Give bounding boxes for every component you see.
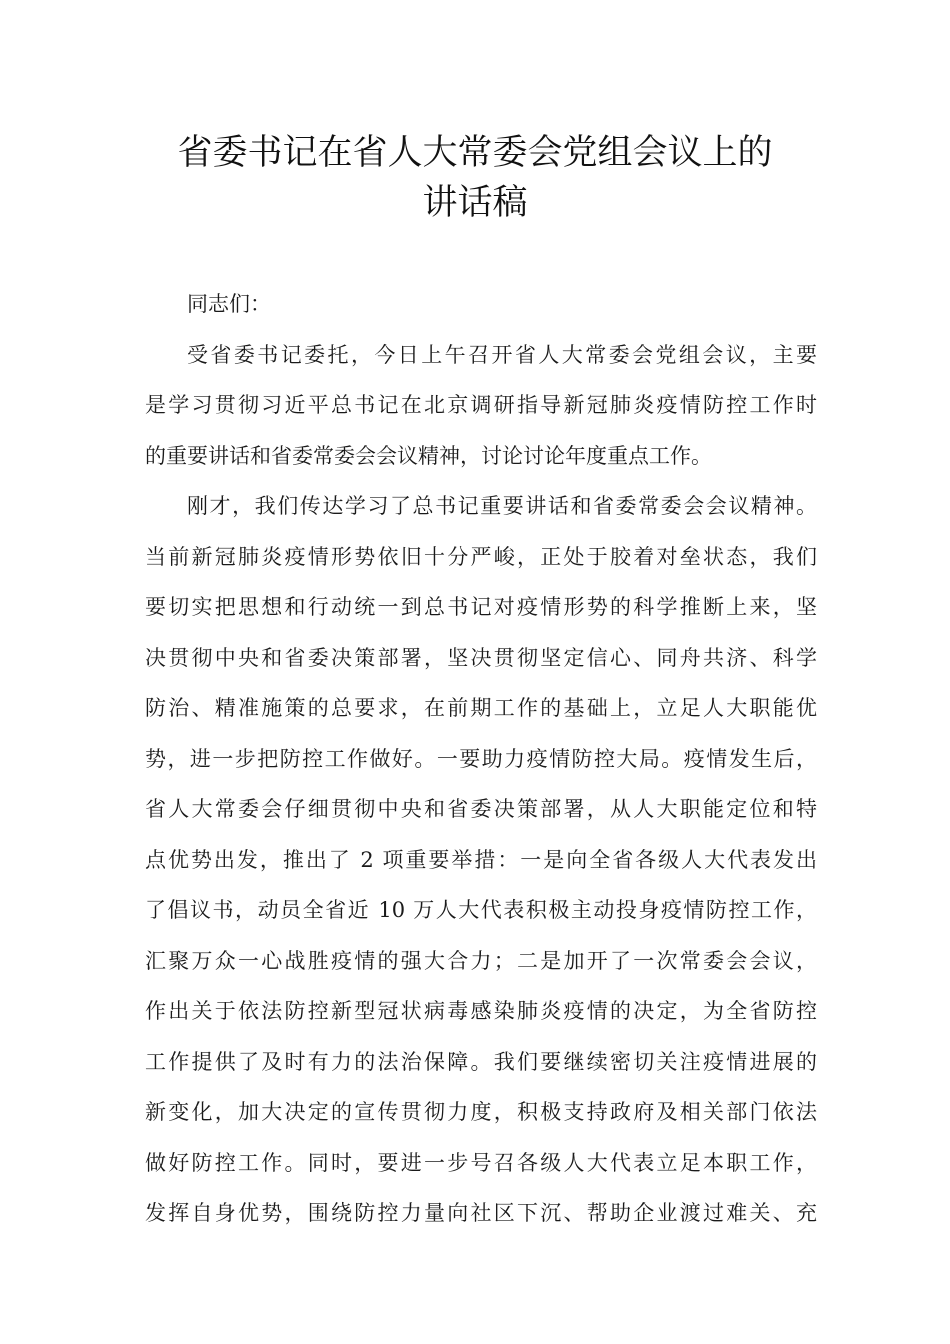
body-line: 受省委书记委托，今日上午召开省人大常委会党组会议，主要 (187, 342, 817, 367)
document-body (145, 279, 817, 1239)
document-title (0, 128, 950, 228)
body-line: 发挥自身优势，围绕防控力量向社区下沉、帮助企业渡过难关、充 (145, 1201, 817, 1225)
body-line: 点优势出发，推出了 2 项重要举措：一是向全省各级人大代表发出 (145, 847, 817, 872)
body-line: 势，进一步把防控工作做好。一要助力疫情防控大局。疫情发生后， (145, 746, 817, 771)
body-line: 要切实把思想和行动统一到总书记对疫情形势的科学推断上来，坚 (145, 595, 817, 619)
body-line: 防治、精准施策的总要求，在前期工作的基础上，立足人大职能优 (145, 696, 817, 720)
body-line: 刚才，我们传达学习了总书记重要讲话和省委常委会会议精神。 (187, 494, 817, 518)
title-line-2: 讲话稿 (422, 183, 528, 223)
body-line: 当前新冠肺炎疫情形势依旧十分严峻，正处于胶着对垒状态，我们 (145, 544, 817, 569)
title-line-1: 省委书记在省人大常委会党组会议上的 (177, 133, 773, 173)
body-line: 了倡议书，动员全省近 10 万人大代表积极主动投身疫情防控工作， (145, 898, 817, 922)
body-line: 同志们： (187, 292, 271, 316)
body-line: 决贯彻中央和省委决策部署，坚决贯彻坚定信心、同舟共济、科学 (145, 645, 817, 670)
body-line: 是学习贯彻习近平总书记在北京调研指导新冠肺炎疫情防控工作时 (145, 393, 817, 417)
body-line: 的重要讲话和省委常委会会议精神，讨论讨论年度重点工作。 (145, 443, 712, 468)
body-line: 作出关于依法防控新型冠状病毒感染肺炎疫情的决定，为全省防控 (145, 999, 817, 1023)
body-line: 省人大常委会仔细贯彻中央和省委决策部署，从人大职能定位和特 (145, 797, 817, 821)
body-line: 工作提供了及时有力的法治保障。我们要继续密切关注疫情进展的 (145, 1049, 817, 1074)
body-line: 做好防控工作。同时，要进一步号召各级人大代表立足本职工作， (145, 1150, 817, 1175)
body-line: 新变化，加大决定的宣传贯彻力度，积极支持政府及相关部门依法 (145, 1100, 817, 1124)
body-line: 汇聚万众一心战胜疫情的强大合力；二是加开了一次常委会会议， (145, 948, 817, 973)
